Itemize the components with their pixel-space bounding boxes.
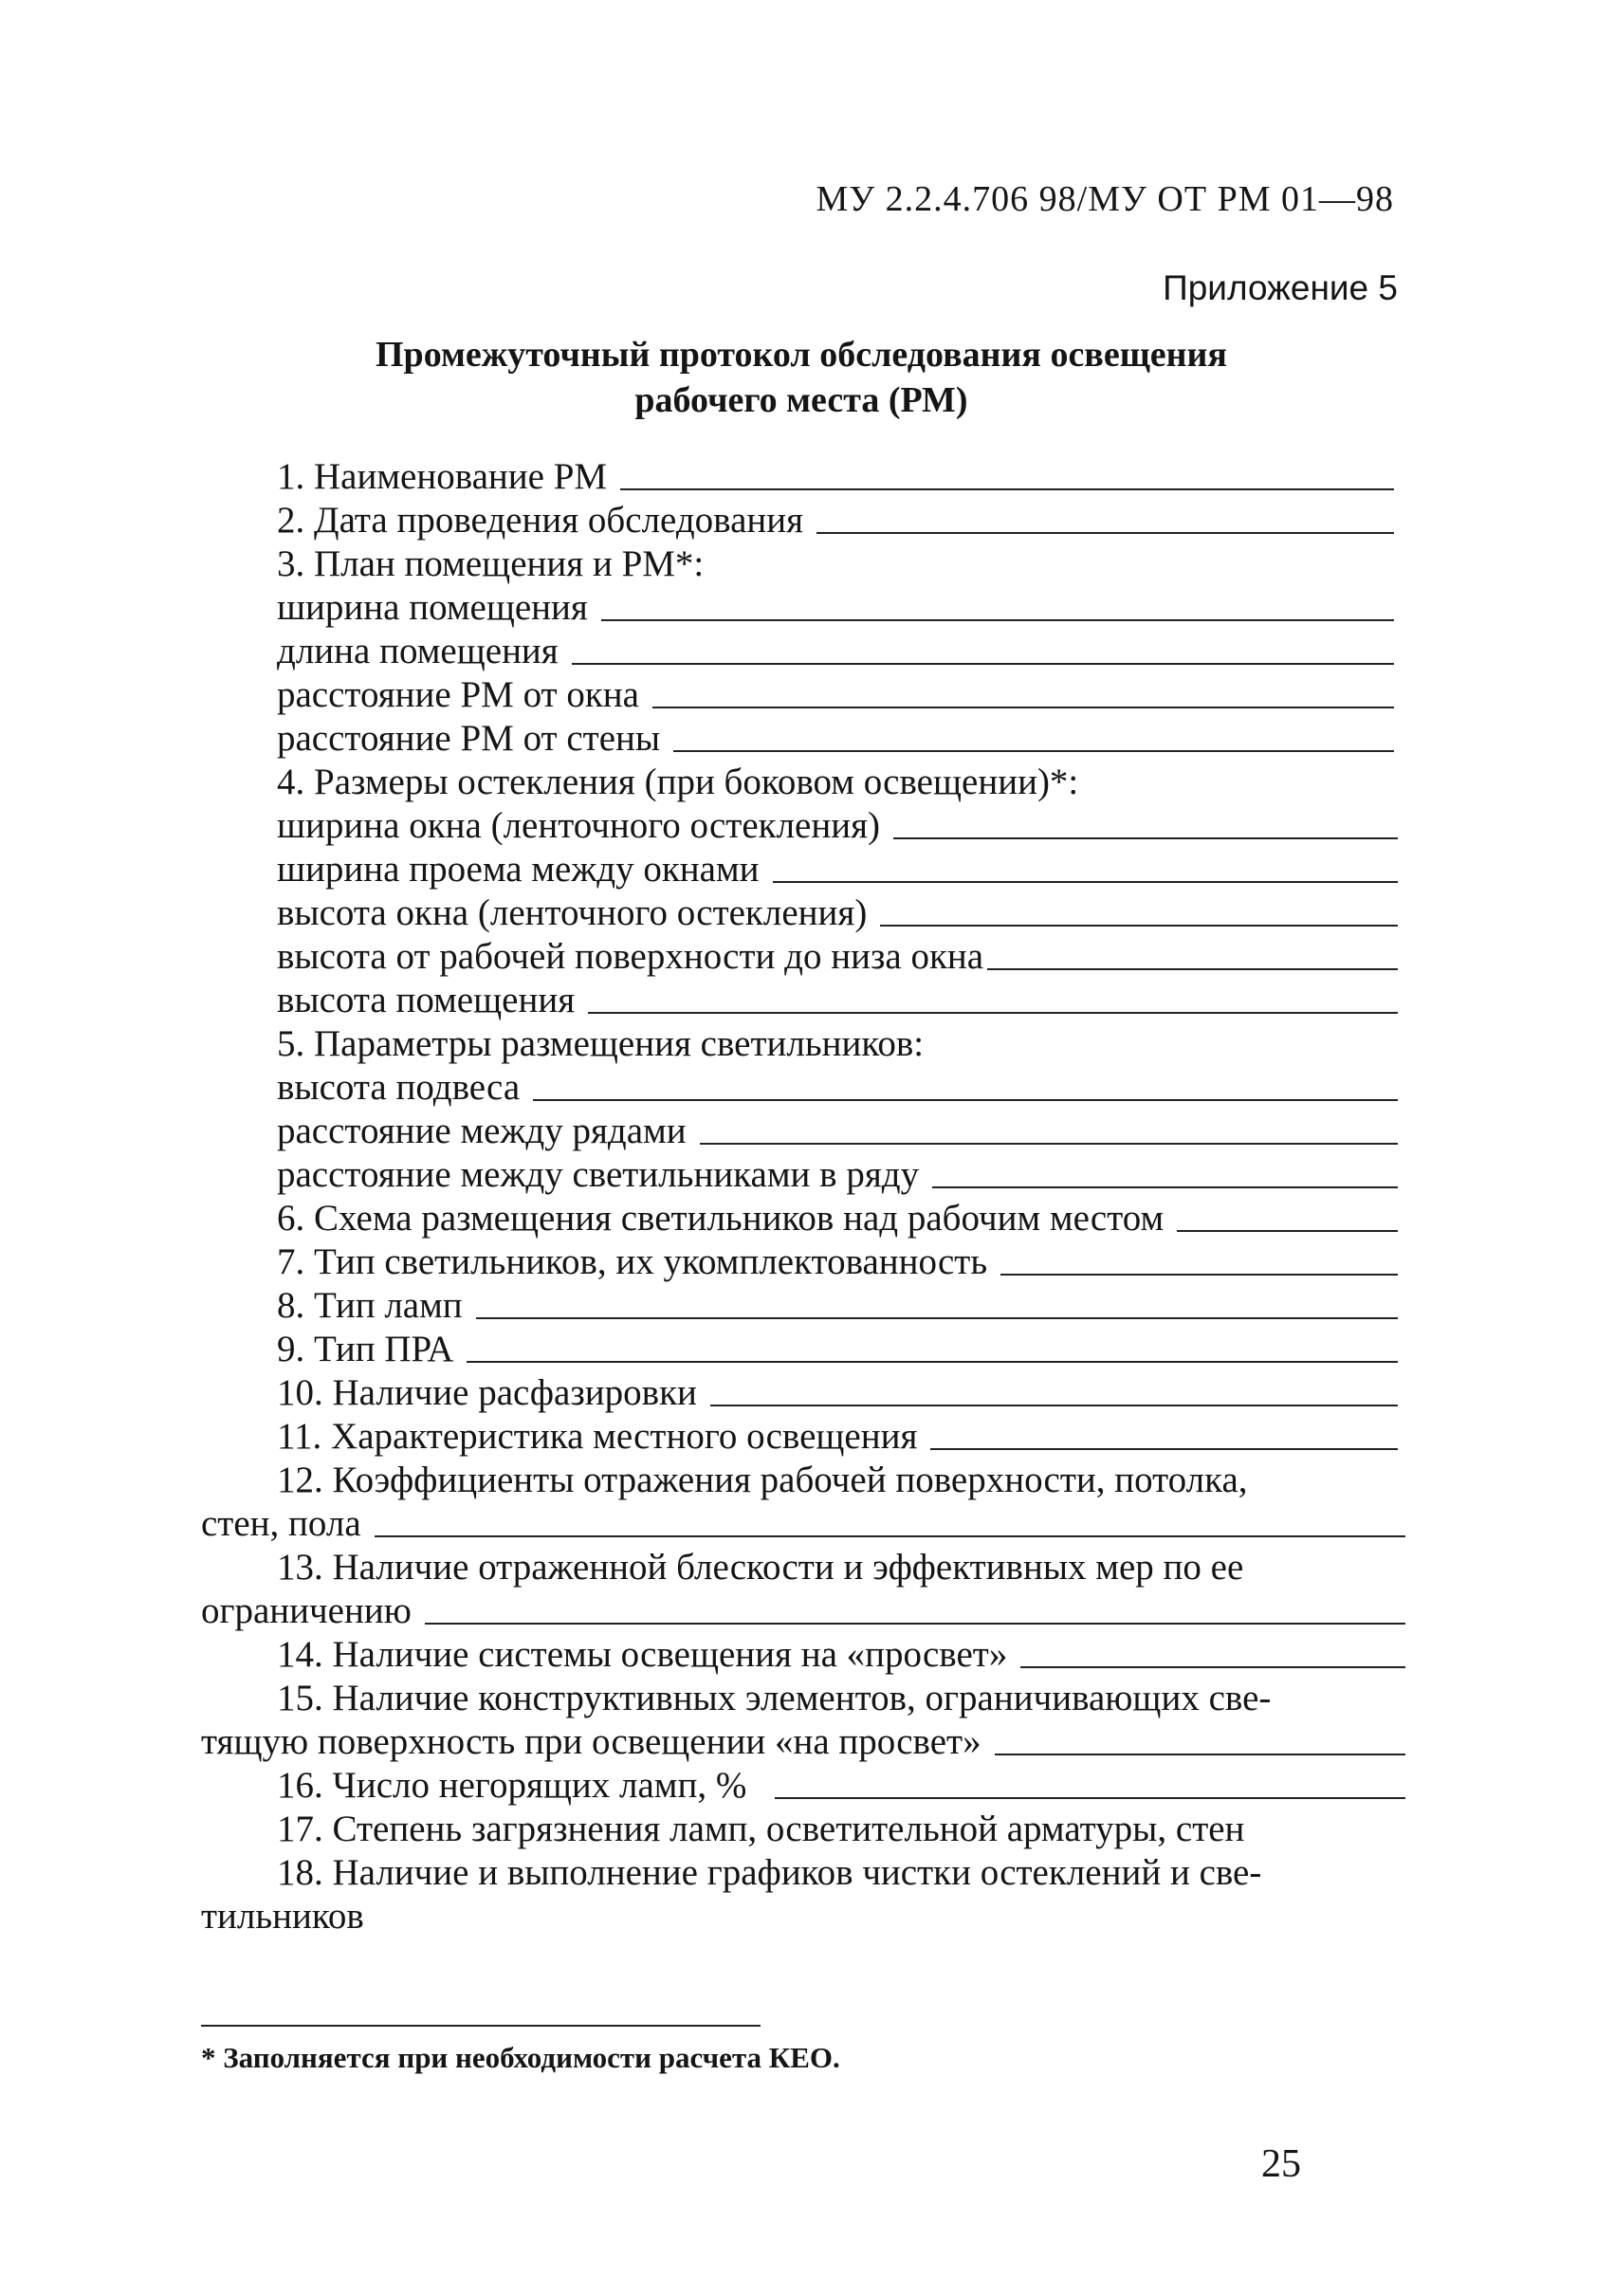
blank-line [930,1448,1398,1450]
form-item: высота окна (ленточного остекления) [277,891,1398,935]
blank-line [425,1623,1405,1625]
blank-line [1020,1666,1405,1668]
blank-line [932,1186,1398,1188]
form-item: 1. Наименование РМ [277,455,1394,499]
blank-line [710,1405,1398,1406]
title-line-1: Промежуточный протокол обследования освещения [376,335,1227,375]
blank-line [533,1099,1398,1101]
form-item: 8. Тип ламп [277,1284,1398,1328]
form-item: расстояние между рядами [277,1110,1398,1153]
form-item: 7. Тип светильников, их укомплектованность [277,1240,1398,1284]
form-item: высота от рабочей поверхности до низа окна [277,935,1398,979]
blank-line [816,532,1394,534]
blank-line [893,837,1398,839]
form-item: 11. Характеристика местного освещения [277,1415,1398,1459]
form-item: 2. Дата проведения обследования [277,499,1394,542]
form-item: ограничению [201,1589,1405,1633]
form-item: ширина помещения [277,586,1394,630]
blank-line [375,1535,1405,1537]
blank-line [987,968,1398,970]
form-item: ширина окна (ленточного остекления) [277,804,1398,848]
blank-line [467,1361,1398,1363]
footnote: * Заполняется при необходимости расчета КЕО. [201,2041,840,2074]
page-number: 25 [1261,2142,1301,2186]
blank-line [476,1317,1398,1319]
page-title [360,332,1242,423]
form-item: 4. Размеры остекления (при боковом освещении)*: [277,762,1079,802]
form-item: длина помещения [277,630,1394,673]
form-item: 3. План помещения и РМ*: [277,543,705,584]
appendix-label: Приложение 5 [1163,268,1398,307]
form-item: высота помещения [277,979,1398,1022]
form-item: 13. Наличие отраженной блескости и эффективных мер по ее [277,1547,1244,1588]
blank-line [880,925,1398,927]
form-item: стен, пола [201,1502,1405,1546]
blank-line [601,619,1394,621]
form-item: 17. Степень загрязнения ламп, осветительной арматуры, стен [277,1809,1245,1849]
form-item: расстояние РМ от стены [277,717,1394,761]
blank-line [995,1754,1405,1755]
blank-line [588,1012,1398,1014]
form-item: 14. Наличие системы освещения на «просвет» [277,1633,1405,1677]
document-code: МУ 2.2.4.706 98/МУ ОТ РМ 01—98 [816,179,1394,219]
form-item: тильников [201,1896,364,1937]
form-item: тящую поверхность при освещении «на просвет» [201,1720,1405,1764]
form-item: 16. Число негорящих ламп, % [277,1764,1405,1808]
footnote-divider [201,2025,761,2027]
blank-line [673,750,1394,752]
blank-line [620,488,1394,490]
blank-line [1177,1230,1398,1232]
blank-line [773,881,1398,883]
form-item: 9. Тип ПРА [277,1328,1398,1371]
form-item: ширина проема между окнами [277,848,1398,891]
form-item: высота подвеса [277,1066,1398,1110]
form-item: 5. Параметры размещения светильников: [277,1023,925,1064]
blank-line [700,1143,1398,1145]
form-item: расстояние между светильниками в ряду [277,1153,1398,1197]
form-item: 15. Наличие конструктивных элементов, ограничивающих све- [277,1678,1272,1718]
form-item: расстояние РМ от окна [277,673,1394,717]
blank-line [1000,1274,1398,1276]
form-item: 18. Наличие и выполнение графиков чистки остеклений и све- [277,1852,1262,1893]
form-item: 6. Схема размещения светильников над рабочим местом [277,1197,1398,1240]
form-item: 12. Коэффициенты отражения рабочей поверхности, потолка, [277,1460,1248,1500]
form-item: 10. Наличие расфазировки [277,1371,1398,1415]
blank-line [572,663,1394,665]
title-line-2: рабочего места (РМ) [634,380,968,420]
blank-line [775,1797,1405,1799]
blank-line [652,707,1394,708]
